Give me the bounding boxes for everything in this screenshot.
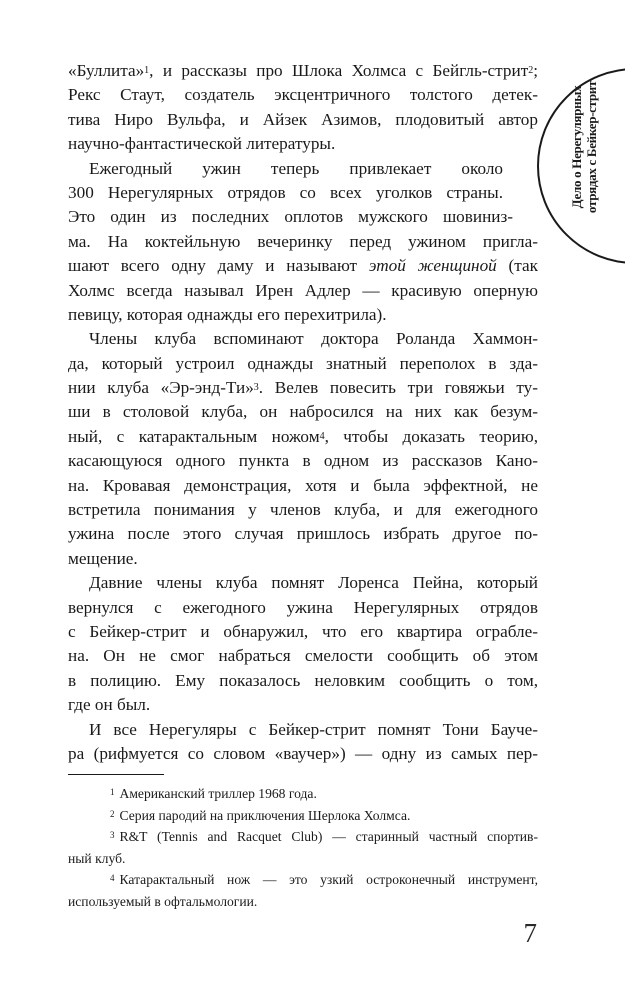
text-line: ный, с катарактальным ножом$^4$, чтобы доказать теорию, <box>68 426 538 446</box>
paragraph <box>68 157 538 328</box>
text-line: с Бейкер-стрит и обнаружил, что его квартира ограбле- <box>68 621 538 641</box>
text-line: певицу, которая однажды его перехитрила). <box>68 304 387 324</box>
text-line: ра (рифмуется со словом «ваучер») — одну из самых пер- <box>68 743 538 763</box>
page-number: 7 <box>523 918 537 948</box>
footnote-4: $^4$ Катарактальный нож — это узкий остроконечный инструмент, <box>110 872 538 888</box>
text-line: ши в столовой клуба, он набросился на них как безум- <box>68 402 538 422</box>
text-line: ма. На коктейльную вечеринку перед ужином пригла- <box>68 231 538 251</box>
footnote-divider <box>68 774 164 775</box>
text-line: Ежегодный ужин теперь привлекает около <box>89 158 503 178</box>
paragraph <box>68 718 538 767</box>
footnote-2: $^2$ Серия пародий на приключения Шерлока Холмса. <box>110 807 411 823</box>
footnote-3-continued: ный клуб. <box>68 850 126 866</box>
text-line: научно-фантастической литературы. <box>68 134 336 154</box>
text-line: тива Ниро Вульфа, и Айзек Азимов, плодовитый автор <box>68 109 538 129</box>
text-line: Холмс всегда называл Ирен Адлер — красивую оперную <box>68 280 538 300</box>
text-line: вернулся с ежегодного ужина Нерегулярных отрядов <box>68 597 538 617</box>
text-line: шают всего одну даму и называют этой женщиной (так <box>68 256 538 276</box>
main-text-body <box>68 59 538 766</box>
text-line: И все Нерегуляры с Бейкер-стрит помнят Тони Бауче- <box>89 719 538 739</box>
text-line: 300 Нерегулярных отрядов со всех уголков страны. <box>68 182 503 202</box>
side-tab-line-1: Дело о Нерегулярных <box>569 85 584 209</box>
text-line: Давние члены клуба помнят Лоренса Пейна, который <box>89 573 538 593</box>
text-line: на. Кровавая демонстрация, хотя и была эффектной, не <box>68 475 538 495</box>
text-line: ужина после этого случая пришлось избрать другое по- <box>68 524 538 544</box>
text-line: да, который устроил однажды знатный переполох в зда- <box>68 353 538 373</box>
emphasis-text: этой женщиной <box>368 256 497 276</box>
footnote-4-continued: используемый в офтальмологии. <box>68 893 258 909</box>
chapter-side-tab-label <box>569 62 599 232</box>
text-line: на. Он не смог набраться смелости сообщить об этом <box>68 646 538 666</box>
text-line: касающуюся одного пункта в одном из рассказов Кано- <box>68 451 538 471</box>
footnote-ref-2[interactable]: 2 <box>528 65 534 76</box>
paragraph <box>68 327 538 571</box>
text-line: Рекс Стаут, создатель эксцентричного толстого детек- <box>68 85 538 105</box>
text-line: где он был. <box>68 695 151 715</box>
footnote-ref-3[interactable]: 3 <box>253 382 259 394</box>
footnote-ref-1[interactable]: 1 <box>144 65 150 76</box>
text-line: мещение. <box>68 548 138 568</box>
side-tab-line-2: отрядах с Бейкер-стрит <box>584 80 599 214</box>
paragraph <box>68 571 538 717</box>
footnotes <box>68 783 538 913</box>
text-line: Это один из последних оплотов мужского шовиниз- <box>68 207 513 227</box>
text-line: встретила понимания у членов клуба, и для ежегодного <box>68 500 538 520</box>
paragraph <box>68 59 538 157</box>
text-line: «Буллита»$^1$, и рассказы про Шлока Холмса с Бейгль-стрит$^2$; <box>68 61 538 80</box>
text-line: в полицию. Ему показалось неловким сообщить о том, <box>68 670 538 690</box>
footnote-3: $^3$ R&T (Tennis and Racquet Club) — старинный частный спортив- <box>110 829 538 845</box>
text-line: Члены клуба вспоминают доктора Роланда Хаммон- <box>89 329 538 349</box>
text-line: нии клуба «Эр-энд-Ти»$^3$. Велев повесить три говяжьи ту- <box>68 378 538 398</box>
footnote-ref-4[interactable]: 4 <box>319 430 325 442</box>
footnote-1: $^1$ Американский триллер 1968 года. <box>110 786 317 801</box>
